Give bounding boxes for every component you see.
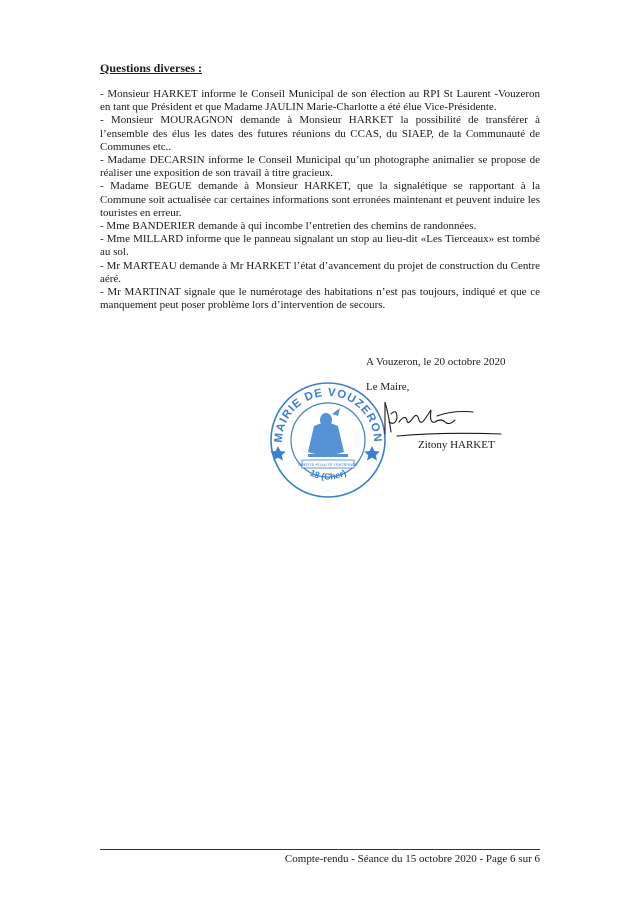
paragraph-meeting-dates: - Monsieur MOURAGNON demande à Monsieur HARKET la possibilité de transférer à l’ensemble des élus les dates des futures réunions du CCAS, du SIAEP, de la Communauté de Communes etc..	[100, 114, 540, 153]
marianne-emblem	[308, 408, 348, 457]
paragraph-stop-sign: - Mme MILLARD informe que le panneau signalant un stop au lieu-dit «Les Tierceaux» est tombé au sol.	[100, 233, 540, 259]
signer-role: Le Maire,	[366, 381, 410, 393]
handwritten-signature	[383, 396, 503, 446]
paragraph-photo-exhibition: - Madame DECARSIN informe le Conseil Municipal qu’un photographe animalier se propose de réaliser une exposition de son travail à titre gracieux.	[100, 154, 540, 180]
paragraph-signage-update: - Madame BEGUE demande à Monsieur HARKET, que la signalétique se rapportant à la Commune soit actualisée car certaines informations sont erronées maintenant et peuvent induire les touristes en erreur.	[100, 180, 540, 219]
place-date: A Vouzeron, le 20 octobre 2020	[366, 356, 506, 368]
mairie-stamp	[268, 380, 388, 500]
section-title: Questions diverses :	[100, 61, 202, 75]
signer-name: Zitony HARKET	[418, 439, 495, 451]
paragraph-hiking-trails: - Mme BANDERIER demande à qui incombe l’entretien des chemins de randonnées.	[100, 220, 477, 233]
republic-banner	[298, 460, 359, 468]
stamp-bottom-text: 18 (Cher)	[308, 467, 348, 482]
paragraph-election-rpi: - Monsieur HARKET informe le Conseil Municipal de son élection au RPI St Laurent -Vouzeron en tant que Président et que Madame JAULIN Marie-Charlotte a été élue Vice-Présidente.	[100, 88, 540, 114]
footer-rule	[100, 849, 540, 850]
paragraph-house-numbering: - Mr MARTINAT signale que le numérotage des habitations n’est pas toujours, indiqué et que ce manquement peut poser problème lors d’intervention de secours.	[100, 286, 540, 312]
stamp-top-text: MAIRIE DE VOUZERON	[272, 386, 384, 444]
page-footer: Compte-rendu - Séance du 15 octobre 2020 - Page 6 sur 6	[284, 853, 540, 865]
stamp-motto: LIBERTÉ ÉGALITÉ FRATERNITÉ	[297, 462, 359, 468]
paragraph-centre-aere: - Mr MARTEAU demande à Mr HARKET l’état d’avancement du projet de construction du Centre aéré.	[100, 259, 540, 285]
questions-list	[100, 88, 540, 312]
